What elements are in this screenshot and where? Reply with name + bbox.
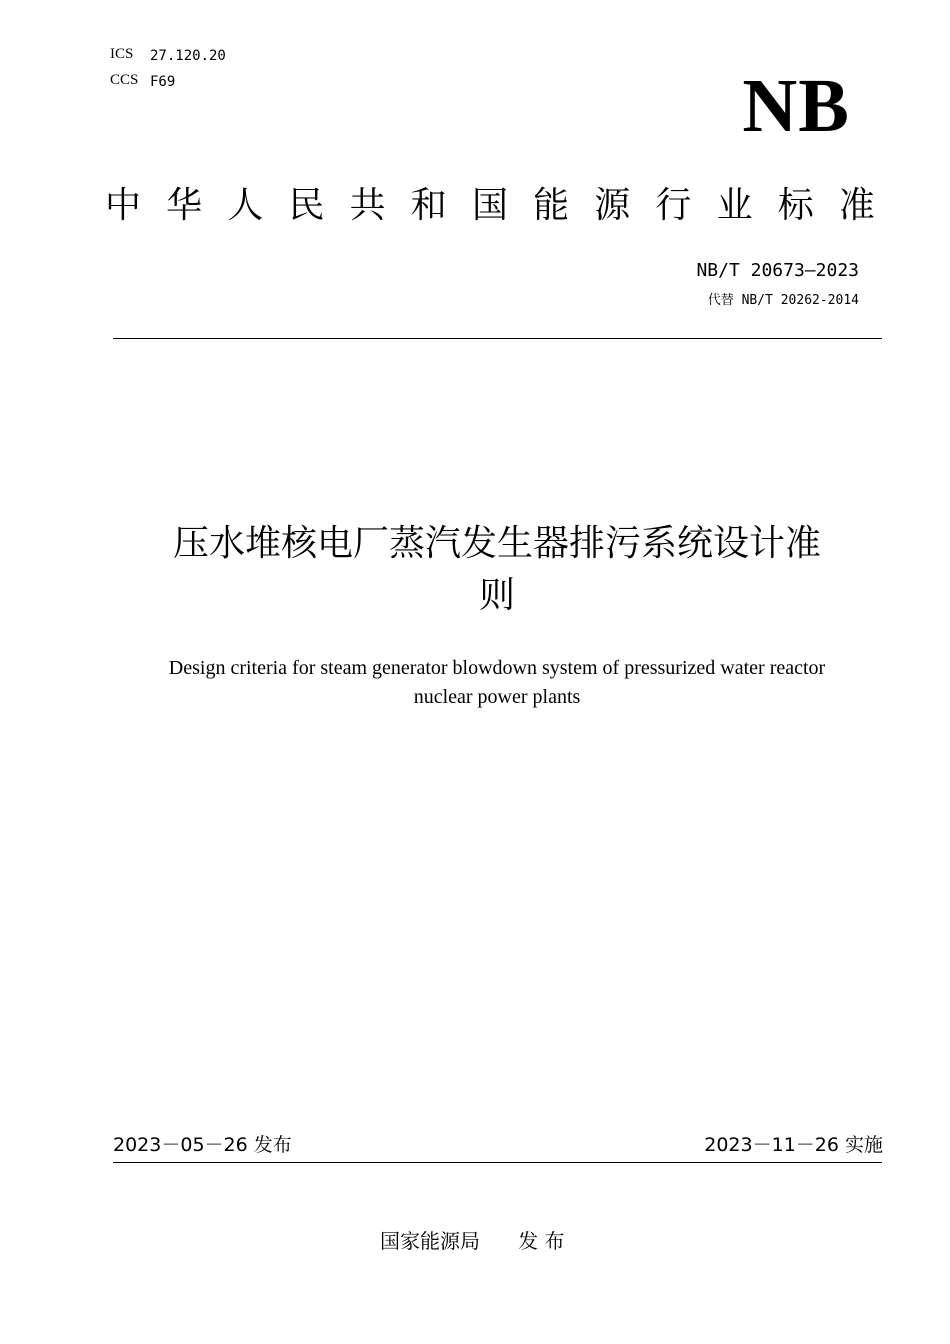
nb-logo: NB <box>742 64 850 148</box>
category-char: 行 <box>655 185 692 226</box>
category-char: 标 <box>777 185 814 226</box>
title-english <box>112 654 882 712</box>
category-char: 能 <box>533 185 570 226</box>
release-date: 2023－05－26 发布 <box>113 1134 292 1156</box>
title-chinese <box>112 518 882 622</box>
replaces-standard: 代替 NB/T 20262-2014 <box>707 293 859 308</box>
category-char: 和 <box>410 185 447 226</box>
category-char: 业 <box>716 185 753 226</box>
category-char: 国 <box>471 185 508 226</box>
ics-label: ICS <box>110 46 134 62</box>
category-char: 华 <box>166 185 203 226</box>
category-char: 民 <box>288 185 325 226</box>
category-char: 共 <box>349 185 386 226</box>
ics-value: 27.120.20 <box>150 48 226 64</box>
standard-number: NB/T 20673—2023 <box>696 260 859 281</box>
category-char: 源 <box>594 185 631 226</box>
footer-divider <box>113 1162 882 1163</box>
category-char: 中 <box>105 185 142 226</box>
title-english-line-1: Design criteria for steam generator blowdown system of pressurized water reactor <box>168 657 826 679</box>
ccs-label: CCS <box>110 72 139 88</box>
standard-category <box>105 183 875 229</box>
ccs-value: F69 <box>150 74 176 90</box>
title-chinese-line-2: 则 <box>478 575 515 616</box>
header-divider <box>113 338 882 339</box>
issuer: 国家能源局 发 布 <box>380 1229 565 1253</box>
title-english-line-2: nuclear power plants <box>413 686 581 708</box>
category-char: 人 <box>227 185 264 226</box>
category-char: 准 <box>838 185 875 226</box>
title-chinese-line-1: 压水堆核电厂蒸汽发生器排污系统设计准 <box>172 523 821 564</box>
implementation-date: 2023－11－26 实施 <box>704 1134 883 1156</box>
